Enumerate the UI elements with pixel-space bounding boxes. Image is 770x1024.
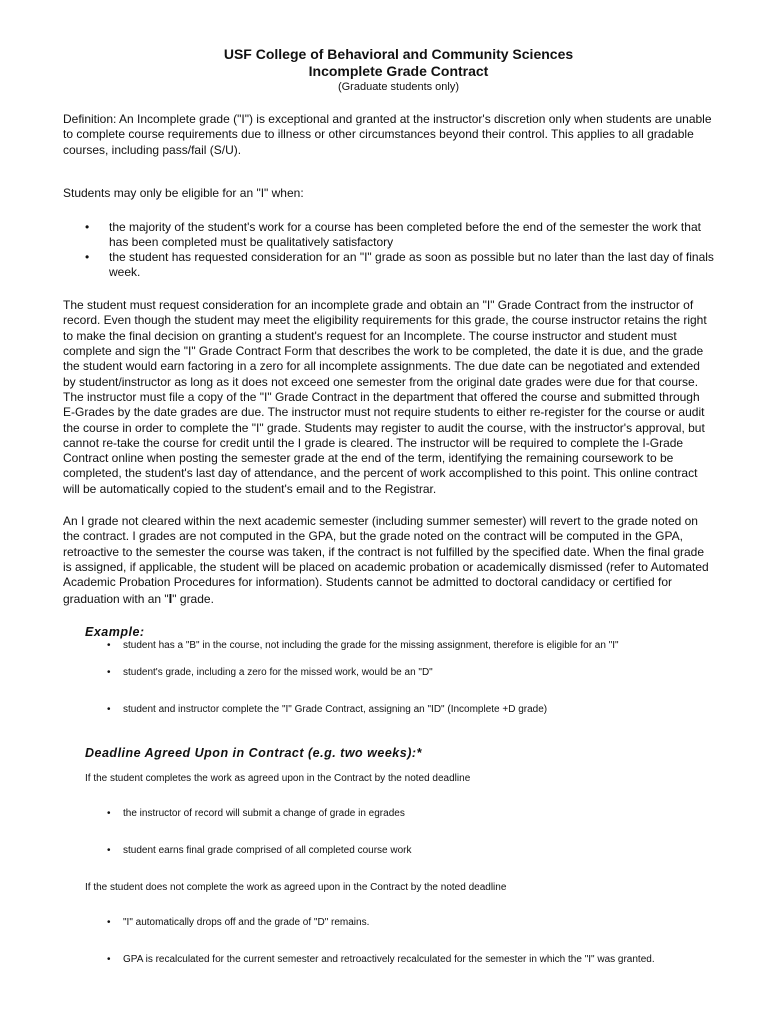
example-list [107, 639, 714, 716]
definition-paragraph: Definition: An Incomplete grade ("I") is exceptional and granted at the instructor's discretion only when students are unable to complete course requirements due to illness or other circumstances beyond their control. This applies to all gradable courses, including pass/fail (S/U). [63, 112, 712, 157]
not-complete-item: • "I" automatically drops off and the grade of "D" remains. [107, 916, 714, 929]
not-complete-intro: If the student does not complete the work as agreed upon in the Contract by the noted deadline [85, 881, 507, 893]
example-heading: Example: [85, 624, 145, 639]
eligibility-intro: Students may only be eligible for an "I" when: [63, 185, 304, 200]
eligibility-item: • the majority of the student's work for a course has been completed before the end of the semester the work that has been completed must be qualitatively satisfactory [85, 220, 714, 250]
contract-procedure-paragraph: The student must request consideration for an incomplete grade and obtain an "I" Grade Contract from the instructor of record. Even though the student may meet the eligibility requirements for this grade, the course instructor retains the right to make the final decision on granting a student's request for an Incomplete. The course instructor and student must complete and sign the "I" Grade Contract Form that describes the work to be completed, the date it is due, and the grade the student would earn factoring in a zero for all incomplete assignments. The due date can be negotiated and extended by student/instructor as long as it does not exceed one semester from the original date grades were due for that course. The instructor must file a copy of the "I" Grade Contract in the department that offered the course and submitted through E-Grades by the date grades are due. The instructor must not require students to either re-register for the course or audit the course in order to complete the "I" grade. Students may register to audit the course, with the instructor's approval, but cannot re-take the course for credit until the I grade is cleared. The instructor will be required to complete the I-Grade Contract online when posting the semester grade at the end of the term, identifying the remaining coursework to be completed, the student's last day of attendance, and the percent of work accomplished to this point. This online contract will be automatically copied to the student's email and to the Registrar. [63, 298, 707, 496]
completes-item: • the instructor of record will submit a change of grade in egrades [107, 807, 714, 820]
bold-grade-letter: I [168, 590, 173, 606]
deadline-heading: Deadline Agreed Upon in Contract (e.g. two weeks):* [85, 745, 422, 760]
document-title: Incomplete Grade Contract [308, 63, 489, 79]
grade-reversion-text: An I grade not cleared within the next academic semester (including summer semester) will revert to the grade noted on the contract. I grades are not computed in the GPA, but the grade noted on the contract will be computed in the GPA, retroactive to the semester the course was taken, if the contract is not fulfilled by the specified date. When the final grade is assigned, if applicable, the student will be placed on academic probation or academically dismissed (refer to Automated Academic Probation Procedures for information). Students cannot be admitted to doctoral candidacy or certified for graduation with an " [63, 514, 709, 606]
example-item: • student has a "B" in the course, not including the grade for the missing assignment, therefore is eligible for an "I" [107, 639, 714, 652]
not-complete-item: • GPA is recalculated for the current semester and retroactively recalculated for the semester in which the "I" was granted. [107, 953, 714, 966]
not-complete-list [107, 916, 714, 966]
college-title: USF College of Behavioral and Community Sciences [223, 46, 574, 62]
example-item: • student and instructor complete the "I" Grade Contract, assigning an "ID" (Incomplete +D grade) [107, 703, 714, 716]
document-page [63, 46, 714, 966]
grade-reversion-end: " grade. [172, 591, 214, 606]
document-subtitle: (Graduate students only) [337, 81, 460, 93]
eligibility-list [85, 220, 714, 280]
completes-intro: If the student completes the work as agreed upon in the Contract by the noted deadline [85, 772, 471, 784]
grade-reversion-paragraph [63, 514, 714, 607]
example-item: • student's grade, including a zero for the missed work, would be an "D" [107, 666, 714, 679]
completes-list [107, 807, 714, 857]
eligibility-item: • the student has requested consideration for an "I" grade as soon as possible but no later than the last day of finals week. [85, 250, 714, 280]
completes-item: • student earns final grade comprised of all completed course work [107, 844, 714, 857]
